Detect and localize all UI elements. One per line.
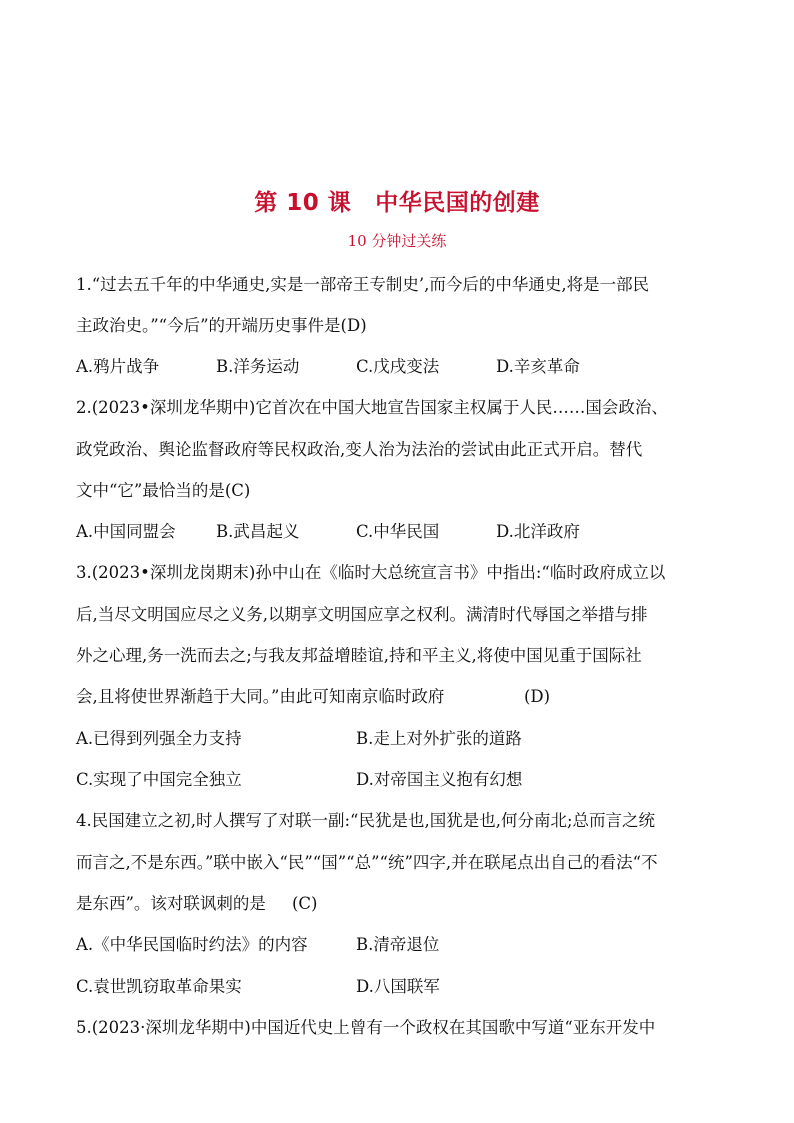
question-1-line-1: 1.“过去五千年的中华通史,实是一部帝王专制史’,而今后的中华通史,将是一部民 bbox=[76, 275, 650, 294]
question-2-option-b: B.武昌起义 bbox=[216, 522, 300, 541]
question-2-line-1: 2.(2023•深圳龙华期中)它首次在中国大地宣告国家主权属于人民……国会政治、 bbox=[76, 398, 668, 417]
question-1-option-a: A.鸦片战争 bbox=[76, 357, 160, 376]
question-1-option-d: D.辛亥革命 bbox=[496, 357, 580, 376]
question-2-option-c: C.中华民国 bbox=[356, 522, 440, 541]
page-title bbox=[0, 184, 794, 217]
question-3-line-3: 外之心理,务一洗而去之;与我友邦益增睦谊,持和平主义,将使中国见重于国际社 bbox=[76, 646, 642, 665]
question-4-line-3: 是东西”。该对联讽刺的是 bbox=[76, 894, 266, 913]
question-3-option-d: D.对帝国主义抱有幻想 bbox=[356, 770, 523, 789]
question-4-answer: (C) bbox=[292, 894, 318, 913]
question-3-option-c: C.实现了中国完全独立 bbox=[76, 770, 242, 789]
question-3-line-1: 3.(2023•深圳龙岗期末)孙中山在《临时大总统宣言书》中指出:“临时政府成立以 bbox=[76, 563, 666, 582]
lesson-number: 第 10 课 bbox=[254, 190, 352, 216]
question-3-option-b: B.走上对外扩张的道路 bbox=[356, 729, 522, 748]
question-2-line-2: 政党政治、舆论监督政府等民权政治,变人治为法治的尝试由此正式开启。替代 bbox=[76, 440, 643, 459]
lesson-name: 中华民国的创建 bbox=[375, 190, 540, 216]
question-3-option-a: A.已得到列强全力支持 bbox=[76, 729, 242, 748]
question-1-line-2: 主政治史。”“今后”的开端历史事件是(D) bbox=[76, 316, 367, 335]
question-3-answer: (D) bbox=[524, 687, 551, 706]
question-4-option-a: A.《中华民国临时约法》的内容 bbox=[76, 935, 308, 954]
question-4-line-1: 4.民国建立之初,时人撰写了对联一副:“民犹是也,国犹是也,何分南北;总而言之统 bbox=[76, 811, 656, 830]
question-3-line-2: 后,当尽文明国应尽之义务,以期享文明国应享之权利。满清时代辱国之举措与排 bbox=[76, 605, 648, 624]
section-subtitle: 10 分钟过关练 bbox=[347, 232, 447, 250]
question-4-option-b: B.清帝退位 bbox=[356, 935, 440, 954]
question-2-line-3: 文中“它”最恰当的是(C) bbox=[76, 481, 251, 500]
question-4-option-c: C.袁世凯窃取革命果实 bbox=[76, 977, 242, 996]
question-1-option-c: C.戊戌变法 bbox=[356, 357, 440, 376]
question-2-option-a: A.中国同盟会 bbox=[76, 522, 176, 541]
question-4-option-d: D.八国联军 bbox=[356, 977, 440, 996]
question-2-option-d: D.北洋政府 bbox=[496, 522, 580, 541]
question-3-line-4: 会,且将使世界渐趋于大同。”由此可知南京临时政府 bbox=[76, 687, 445, 706]
question-4-line-2: 而言之,不是东西。”联中嵌入“民”“国”“总”“统”四字,并在联尾点出自己的看法“不 bbox=[76, 853, 658, 872]
question-1-option-b: B.洋务运动 bbox=[216, 357, 300, 376]
question-5-line-1: 5.(2023·深圳龙华期中)中国近代史上曾有一个政权在其国歌中写道“亚东开发中 bbox=[76, 1018, 656, 1037]
